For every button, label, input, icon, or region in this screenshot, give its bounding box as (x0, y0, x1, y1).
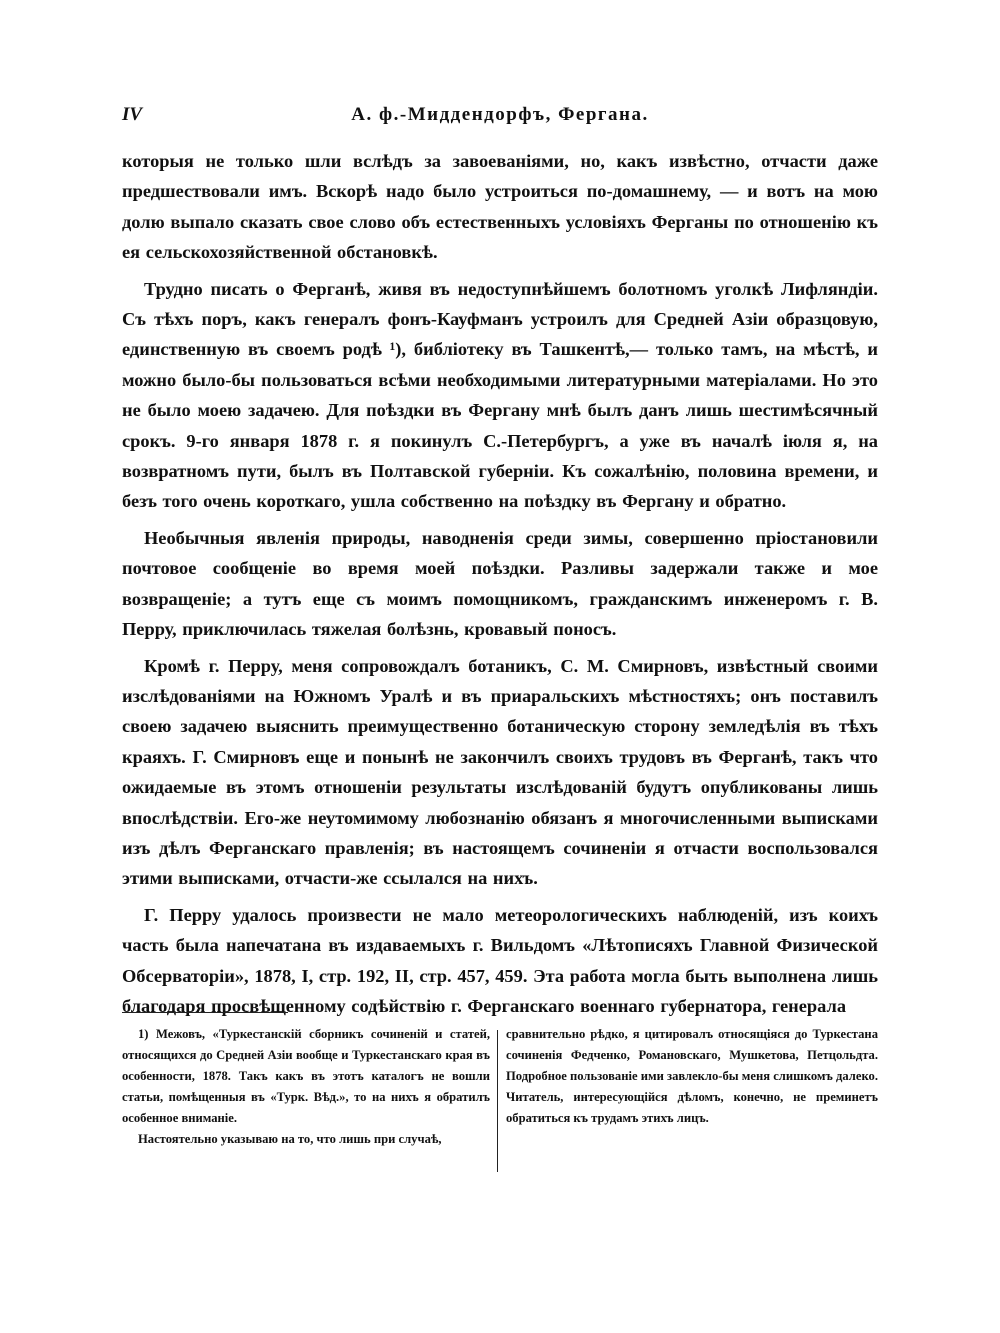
body-text (122, 146, 878, 1021)
footnote-rule (122, 1012, 288, 1013)
paragraph: Кромѣ г. Перру, меня сопровождалъ ботаникъ, С. М. Смирновъ, извѣстный своими изслѣдованіями на Южномъ Уралѣ и въ приаральскихъ мѣстностяхъ; онъ поставилъ своею задачею выяснить преимущественно ботаническую сторону земледѣлія въ тѣхъ краяхъ. Г. Смирновъ еще и понынѣ не закончилъ своихъ трудовъ въ Ферганѣ, такъ что ожидаемые въ этомъ отношеніи результаты изслѣдованій будутъ опубликованы лишь впослѣдствіи. Его-же неутомимому любознанію обязанъ я многочисленными выписками изъ дѣлъ Ферганскаго правленія; въ настоящемъ сочиненіи я отчасти воспользовался этими выписками, отчасти-же ссылался на нихъ. (122, 655, 878, 889)
footnote-column-right (506, 1024, 878, 1129)
footnote-text: Настоятельно указываю на то, что лишь при случаѣ, (138, 1132, 442, 1146)
header-title: А. ф.-Миддендорфъ, Фергана. (351, 104, 649, 125)
running-head (122, 104, 878, 134)
footnote-column-left (122, 1024, 490, 1150)
paragraph: Г. Перру удалось произвести не мало метеорологическихъ наблюденій, изъ коихъ часть была напечатана въ издаваемыхъ г. Вильдомъ «Лѣтописяхъ Главной Физической Обсерваторіи», 1878, I, стр. 192, II, стр. 457, 459. Эта работа могла быть выполнена лишь благодаря просвѣщенному содѣйствію г. Ферганскаго военнаго губернатора, генерала (122, 904, 878, 1016)
footnote-column-divider (497, 1030, 498, 1172)
footnote-text: сравнительно рѣдко, я цитировалъ относящіяся до Туркестана сочиненія Федченко, Романовскаго, Мушкетова, Петцольдта. Подробное пользованіе ими завлекло-бы меня слишкомъ далеко. Читатель, интересующійся дѣломъ, конечно, не преминетъ обратиться къ трудамъ этихъ лицъ. (506, 1027, 878, 1125)
page-number: IV (122, 104, 143, 125)
footnotes (122, 1024, 878, 1174)
paragraph: Трудно писать о Ферганѣ, живя въ недоступнѣйшемъ болотномъ уголкѣ Лифляндіи. Съ тѣхъ поръ, какъ генералъ фонъ-Кауфманъ устроилъ для Средней Азіи образцовую, единственную въ своемъ родѣ ¹), библіотеку въ Ташкентѣ,— только тамъ, на мѣстѣ, и можно было-бы пользоваться всѣми необходимыми литературными матеріалами. Но это не было моею задачею. Для поѣздки въ Фергану мнѣ былъ данъ лишь шестимѣсячный срокъ. 9-го января 1878 г. я покинулъ С.-Петербургъ, а уже въ началѣ іюля я, на возвратномъ пути, былъ въ Полтавской губерніи. Къ сожалѣнію, половина времени, и безъ того очень короткаго, ушла собственно на поѣздку въ Фергану и обратно. (122, 278, 878, 512)
paragraph-continuation: которыя не только шли вслѣдъ за завоеваніями, но, какъ извѣстно, отчасти даже предшествовали имъ. Вскорѣ надо было устроиться по-домашнему, — и вотъ на мою долю выпало сказать свое слово объ естественныхъ условіяхъ Ферганы по отношенію къ ея сельскохозяйственной обстановкѣ. (122, 151, 878, 263)
paragraph: Необычныя явленія природы, наводненія среди зимы, совершенно пріостановили почтовое сообщеніе во время моей поѣздки. Разливы задержали также и мое возвращеніе; а тутъ еще съ моимъ помощникомъ, гражданскимъ инженеромъ г. В. Перру, приключилась тяжелая болѣзнь, кровавый поносъ. (122, 527, 878, 640)
footnote-text: 1) Межовъ, «Туркестанскій сборникъ сочиненій и статей, относящихся до Средней Азіи вообще и Туркестанскаго края въ особенности, 1878. Такъ какъ въ этотъ каталогъ не вошли статьи, помѣщенныя въ «Турк. Вѣд.», то на нихъ я обратилъ особенное вниманіе. (122, 1027, 490, 1125)
